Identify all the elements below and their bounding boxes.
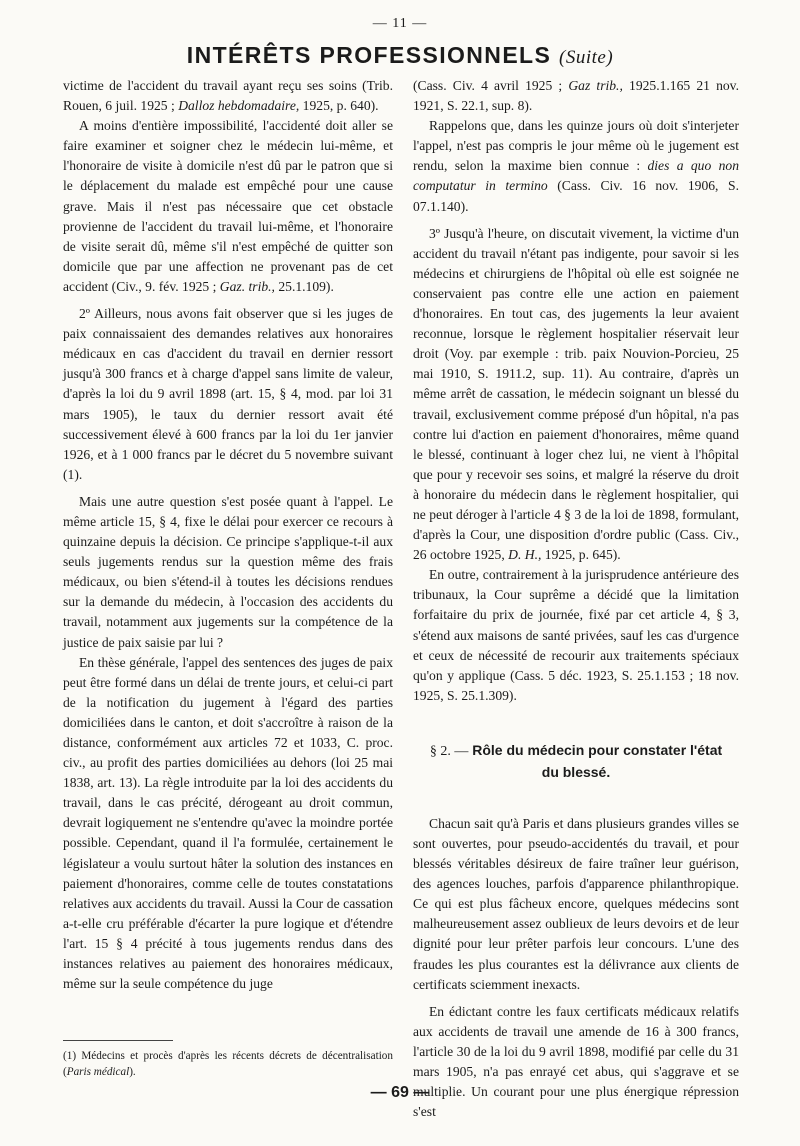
paragraph: Mais une autre question s'est posée quant à l'appel. Le même article 15, § 4, fixe le délai pour exercer ce recours à quinzaine depuis la décision. Ce principe s'applique-t-il aux seuls jugements rendus sur la question même des frais médicaux, ou bien s'étend-il à toutes les décisions rendues sur la demande du médecin, à l'occasion des accidents du travail, notamment aux jugements sur la compétence de la justice de paix saisie par lui ? [63, 493, 393, 650]
paragraph: Rappelons que, dans les quinze jours où doit s'interjeter l'appel, n'est pas compris le jour même où le jugement est rendu, selon la maxime bien connue : dies a quo non computatur in termino (Cass. Civ. 16 nov. 1906, S. 07.1.140). [413, 118, 739, 214]
paragraph: En édictant contre les faux certificats médicaux relatifs aux accidents de travail une amende de 16 à 300 francs, l'article 30 de la loi du 9 avril 1898, modifié par celle du 31 mars 1905, n'a pas enrayé cet abus, qui s'aggrave et se multiplie. Un courant pour une plus énergique répression s'est [413, 1003, 739, 1120]
paragraph: En thèse générale, l'appel des sentences des juges de paix peut être formé dans un délai de trente jours, et celui-ci part de la notification du jugement à l'égard des parties domiciliées dans le canton, et doit s'accroître à raison de la distance, conformément aux articles 72 et 1033, C. proc. civ., au profit des parties domiciliées au dehors (loi 25 mai 1838, art. 13). La règle introduite par la loi des accidents du travail, dans le cas précité, dérogeant au droit commun, devrait logiquement ne s'entendre qu'avec la moindre portée possible. Cependant, quand il l'a formulée, certainement le législateur a voulu surtout hâter la solution des instances en paiement d'honoraires, comme celle de toutes constatations relatives aux accidents du travail. Aussi la Cour de cassation a-t-elle cru préférable d'écarter la pure logique et d'étendre l'art. 15 § 4 précité à tous jugements rendus dans des instances relatives au paiement des honoraires médicaux, même sur la seule compétence du juge [63, 654, 393, 992]
paragraph: A moins d'entière impossibilité, l'accidenté doit aller se faire examiner et soigner chez le médecin lui-même, et l'honoraire de visite à domicile n'est dû par le patron que si le déplacement du malade est empêché pour une cause grave. Mais il n'est pas nécessaire que cet obstacle provienne de l'accident du travail lui-même, et l'honoraire de visite serait dû, même s'il n'est empêché de quitter son domicile que par une affection ne provenant pas de cet accident (Civ., 9. fév. 1925 ; Gaz. trib., 25.1.109). [63, 118, 393, 294]
paragraph: (Cass. Civ. 4 avril 1925 ; Gaz trib., 1925.1.165 21 nov. 1921, S. 22.1, sup. 8). [413, 78, 739, 114]
running-title [0, 42, 800, 69]
section-heading-line: Rôle du médecin pour constater l'état [472, 741, 723, 758]
section-heading [413, 740, 739, 782]
section-title: INTÉRÊTS PROFESSIONNELS [186, 42, 552, 68]
paragraph: 3º Jusqu'à l'heure, on discutait vivement, la victime d'un accident du travail n'étant pas indigente, pour savoir si les médecins et chirurgiens de l'hôpital où elle est soignée ne conservaient pas contre elle une action en paiement d'honoraires. En tout cas, des jugements la leur avaient reconnue, lorsque le règlement hospitalier réservait leur droit (Voy. par exemple : trib. paix Nouvion-Porcieu, 25 mai 1910, S. 1911.2, sup. 11). Au contraire, d'après un même arrêt de cassation, le médecin soignant un blessé du travail, exclusivement comme préposé d'un hôpital, n'a pas contre lui d'action en paiement d'honoraires, même quand le blessé, continuant à loger chez lui, ne vient à l'hôpital que pour y recevoir ses soins, et malgré la réserve du droit à honoraire du médecin dans le règlement hospitalier, qui ne peut déroger à l'article 4 § 3 de la loi de 1898, formulant, d'après la Cour, une disposition d'ordre public (Cass. Civ., 26 octobre 1925, D. H., 1925, p. 645). [413, 225, 739, 563]
page-number: — 69 — [370, 1084, 430, 1101]
right-column [413, 76, 739, 1122]
section-number: § 2. — [429, 743, 469, 759]
section-title-suite: (Suite) [559, 47, 614, 68]
running-page-number: — 11 — [372, 16, 428, 31]
footnote: (1) Médecins et procès d'après les récents décrets de décentralisation (Paris médical). [63, 1050, 393, 1078]
section-heading-line: du blessé. [541, 763, 611, 780]
paragraph: victime de l'accident du travail ayant reçu ses soins (Trib. Rouen, 6 juil. 1925 ; Dalloz hebdomadaire, 1925, p. 640). [63, 78, 393, 114]
paragraph: 2º Ailleurs, nous avons fait observer que si les juges de paix connaissaient des demandes relatives aux honoraires médicaux en cas d'accident du travail en dernier ressort jusqu'à 300 francs et à charge d'appel sans limite de valeur, d'après la loi du 9 avril 1898 (art. 15, § 4, mod. par loi 31 mars 1905), le taux du dernier ressort avait été successivement élevé à 600 francs par la loi du 1er janvier 1926, et à 1 000 francs par le décret du 5 novembre suivant (1). [63, 306, 393, 482]
paragraph: Chacun sait qu'à Paris et dans plusieurs grandes villes se sont ouvertes, pour pseudo-accidentés du travail, et pour blessés véritables désireux de faire traîner leur guérison, des agences louches, parfois d'apparence philanthropique. Ce qui est plus fâcheux encore, quelques médecins sont malheureusement assez oublieux de leurs devoirs et de leur dignité pour leur prêter parfois leur concours. L'une des fraudes les plus courantes est la délivrance aux clients de certificats sciemment inexacts. [413, 815, 739, 992]
paragraph: En outre, contrairement à la jurisprudence antérieure des tribunaux, la Cour suprême a décidé que la limitation forfaitaire du prix de journée, fixé par cet article 4, § 3, s'étend aux maisons de santé privées, sauf les cas d'urgence et ceux de nécessité de recourir aux traitements spéciaux qu'on y applique (Cass. 5 déc. 1923, S. 25.1.153 ; 18 nov. 1925, S. 25.1.309). [413, 567, 739, 703]
left-column [63, 76, 393, 994]
footnote-divider [63, 1040, 173, 1041]
